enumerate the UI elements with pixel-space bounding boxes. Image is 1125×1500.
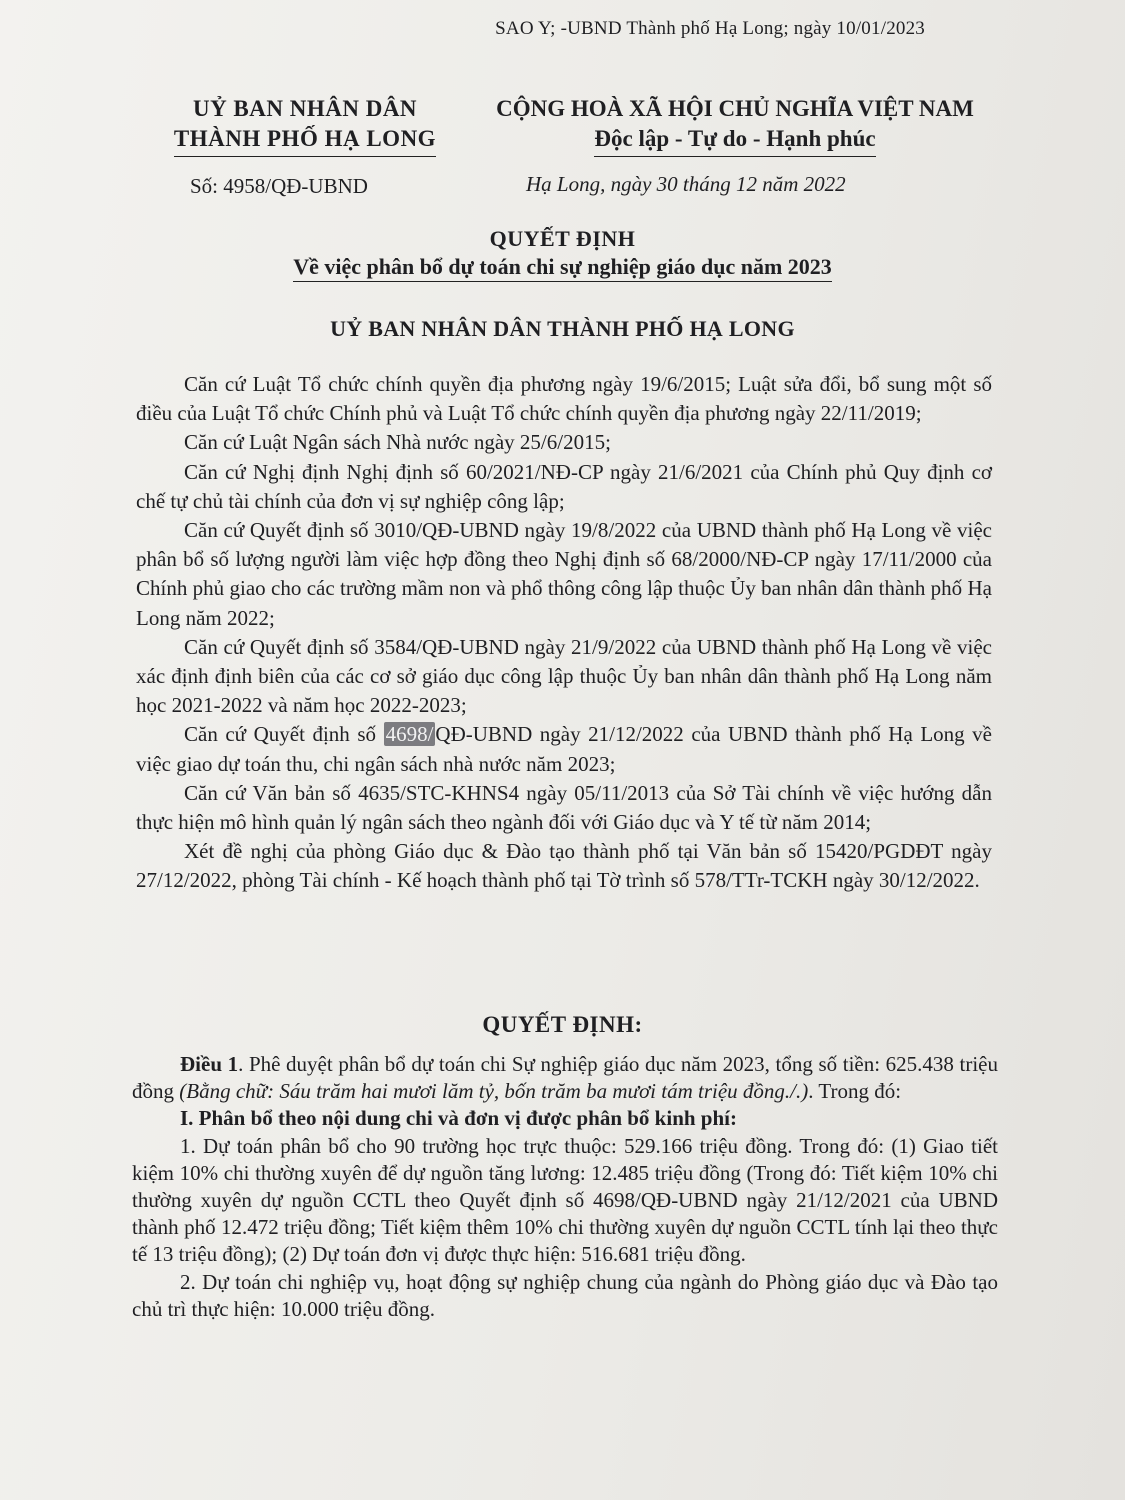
allocation-item-2: 2. Dự toán chi nghiệp vụ, hoạt động sự nghiệp chung của ngành do Phòng giáo dục và Đào tạo chủ trì thực hiện: 10.000 triệu đồng. <box>132 1269 998 1321</box>
ground-paragraph: Căn cứ Quyết định số 3584/QĐ-UBND ngày 21/9/2022 của UBND thành phố Hạ Long về việc xác định định biên của các cơ sở giáo dục công lập thuộc Ủy ban nhân dân thành phố Hạ Long năm học 2021-2022 và năm học 2022-2023; <box>136 634 992 718</box>
national-motto: Độc lập - Tự do - Hạnh phúc <box>594 124 875 157</box>
document-number: Số: 4958/QĐ-UBND <box>190 174 368 198</box>
copy-certification-note: SAO Y; -UBND Thành phố Hạ Long; ngày 10/01/2023 <box>495 18 925 39</box>
ground-paragraph: Căn cứ Luật Ngân sách Nhà nước ngày 25/6/2015; <box>184 430 611 455</box>
document-subtitle: Về việc phân bổ dự toán chi sự nghiệp giáo dục năm 2023 <box>0 254 1125 280</box>
article-1 <box>132 1051 998 1323</box>
ground-paragraph: Xét đề nghị của phòng Giáo dục & Đào tạo thành phố tại Văn bản số 15420/PGDĐT ngày 27/12/2022, phòng Tài chính - Kế hoạch thành phố tại Tờ trình số 578/TTr-TCKH ngày 30/12/2022. <box>136 839 992 893</box>
authority-line-2: THÀNH PHỐ HẠ LONG <box>174 124 436 157</box>
article-label: Điều 1 <box>180 1052 239 1076</box>
amount-in-words: (Bằng chữ: Sáu trăm hai mươi lăm tỷ, bốn trăm ba mươi tám triệu đồng./.) <box>179 1079 809 1104</box>
allocation-item-1: 1. Dự toán phân bổ cho 90 trường học trực thuộc: 529.166 triệu đồng. Trong đó: (1) Giao tiết kiệm 10% chi thường xuyên để dự nguồn tăng lương: 12.485 triệu đồng (Trong đó: Tiết kiệm 10% chi thường xuyên dự nguồn CCTL theo Quyết định số 4698/QĐ-UBND ngày 21/12/2021 của UBND thành phố 12.472 triệu đồng; Tiết kiệm thêm 10% chi thường xuyên dự nguồn CCTL tính lại theo thực tế 13 triệu đồng); (2) Dự toán đơn vị được thực hiện: 516.681 triệu đồng. <box>132 1133 998 1267</box>
issuing-authority-header <box>160 94 450 157</box>
national-header <box>470 94 1000 157</box>
country-name: CỘNG HOÀ XÃ HỘI CHỦ NGHĨA VIỆT NAM <box>496 96 974 121</box>
document-title: QUYẾT ĐỊNH <box>489 226 636 251</box>
authority-heading: UỶ BAN NHÂN DÂN THÀNH PHỐ HẠ LONG <box>330 316 795 341</box>
ground-paragraph: Căn cứ Luật Tổ chức chính quyền địa phương ngày 19/6/2015; Luật sửa đổi, bổ sung một số điều của Luật Tổ chức Chính phủ và Luật Tổ chức chính quyền địa phương ngày 22/11/2019; <box>136 372 992 426</box>
ground-paragraph: Căn cứ Văn bản số 4635/STC-KHNS4 ngày 05/11/2013 của Sở Tài chính về việc hướng dẫn thực hiện mô hình quản lý ngân sách theo ngành đối với Giáo dục và Y tế từ năm 2014; <box>136 780 992 835</box>
highlighted-number: 4698/ <box>385 722 434 747</box>
authority-line-1: UỶ BAN NHÂN DÂN <box>192 96 418 121</box>
decision-heading: QUYẾT ĐỊNH: <box>482 1012 643 1037</box>
ground-paragraph: Căn cứ Nghị định Nghị định số 60/2021/NĐ-CP ngày 21/6/2021 của Chính phủ Quy định cơ chế tự chủ tài chính của đơn vị sự nghiệp công lập; <box>136 459 992 513</box>
section-heading: I. Phân bổ theo nội dung chi và đơn vị được phân bổ kinh phí: <box>180 1106 737 1131</box>
ground-paragraph: Căn cứ Quyết định số 4698/QĐ-UBND ngày 21/12/2022 của UBND thành phố Hạ Long về việc giao dự toán thu, chi ngân sách nhà nước năm 2023; <box>136 722 993 776</box>
document-date: Hạ Long, ngày 30 tháng 12 năm 2022 <box>526 172 846 196</box>
ground-paragraph: Căn cứ Quyết định số 3010/QĐ-UBND ngày 19/8/2022 của UBND thành phố Hạ Long về việc phân bổ số lượng người làm việc hợp đồng theo Nghị định số 68/2000/NĐ-CP ngày 17/11/2000 của Chính phủ giao cho các trường mầm non và phổ thông công lập thuộc Ủy ban nhân dân thành phố Hạ Long năm 2022; <box>136 518 992 630</box>
legal-grounds <box>136 370 992 896</box>
article-1-intro: Điều 1. Phê duyệt phân bổ dự toán chi Sự nghiệp giáo dục năm 2023, tổng số tiền: 625.438 triệu đồng (Bằng chữ: Sáu trăm hai mươi lăm tỷ, bốn trăm ba mươi tám triệu đồng./.). Trong đó: <box>132 1052 998 1104</box>
